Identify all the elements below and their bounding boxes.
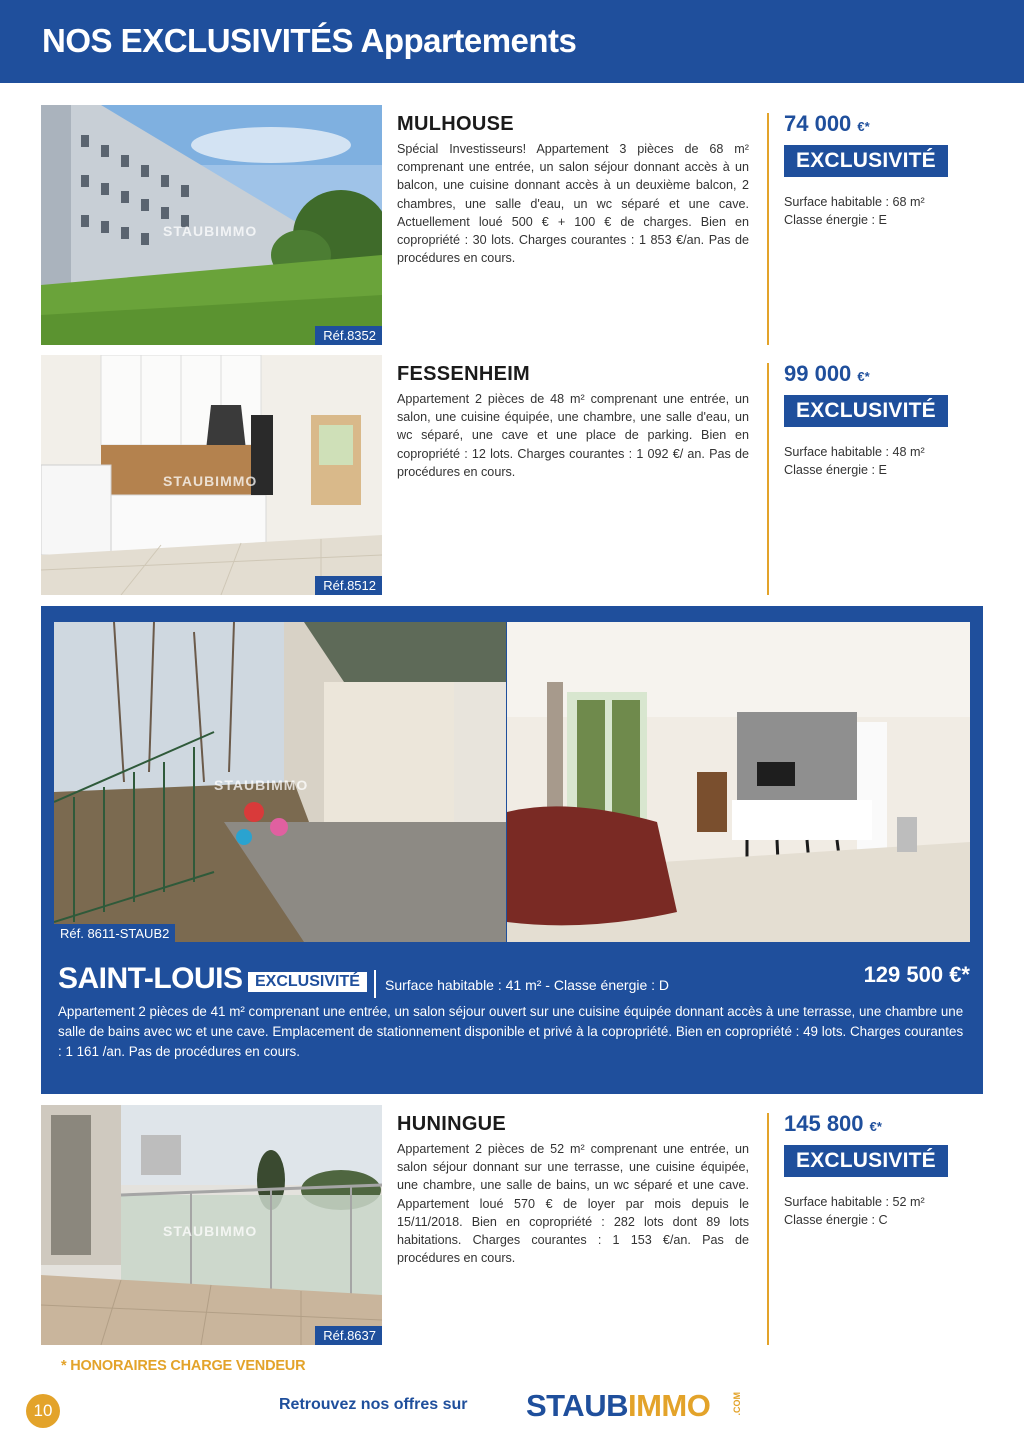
listing-city: HUNINGUE: [397, 1113, 507, 1135]
listing-details: [397, 1113, 749, 1267]
listing-city: MULHOUSE: [397, 113, 514, 135]
exclusivity-badge: EXCLUSIVITÉ: [784, 395, 948, 427]
reference-label: Réf. 8611-STAUB2: [54, 924, 175, 943]
price-block: [784, 111, 974, 229]
listing-price: 99 000 €*: [784, 361, 870, 386]
featured-facts: Surface habitable : 41 m² - Classe énergie : D: [385, 977, 670, 993]
reference-label: Réf.8352: [315, 326, 382, 345]
staubimmo-logo[interactable]: [526, 1388, 742, 1428]
listing-fessenheim[interactable]: [41, 355, 983, 595]
surface-text: Surface habitable : 48 m²: [784, 445, 925, 459]
energy-class-text: Classe énergie : E: [784, 463, 887, 477]
listing-mulhouse[interactable]: [41, 105, 983, 345]
listing-price: 145 800 €*: [784, 1111, 882, 1136]
watermark: STAUBIMMO: [163, 473, 258, 489]
divider: [767, 363, 769, 595]
listing-description: Appartement 2 pièces de 48 m² comprenant une entrée, un salon, une cuisine équipée, une chambre, une salle d'eau, un wc séparé, une cave et une place de parking. Bien en copropriété : 12 lots. Charges courantes : 1 092 €/ an. Pas de procédures en cours.: [397, 392, 749, 479]
logo-text-staub: STAUB: [526, 1388, 628, 1423]
surface-text: Surface habitable : 52 m²: [784, 1195, 925, 1209]
exclusivity-badge: EXCLUSIVITÉ: [248, 972, 367, 992]
featured-listing-saint-louis[interactable]: [41, 606, 983, 1094]
listing-photo[interactable]: [41, 105, 382, 345]
find-us-text: Retrouvez nos offres sur: [279, 1396, 468, 1413]
logo-text-com: .COM: [732, 1392, 742, 1416]
listing-description: Spécial Investisseurs! Appartement 3 pièces de 68 m² comprenant une entrée, un salon séjour donnant accès à un balcon, une cuisine donnant accès à un deuxième balcon, 2 chambres, une salle d'eau, un wc séparé et une cave. Actuellement loué 500 € + 100 € de charges. Bien en copropriété : 30 lots. Charges courantes : 1 853 €/an. Pas de procédures en cours.: [397, 142, 749, 266]
listing-details: [397, 113, 749, 267]
listing-facts: [784, 443, 974, 479]
listing-huningue[interactable]: [41, 1105, 983, 1345]
featured-photo-terrace[interactable]: [54, 622, 506, 942]
listing-city: FESSENHEIM: [397, 363, 531, 385]
surface-text: Surface habitable : 68 m²: [784, 195, 925, 209]
listing-photo[interactable]: [41, 355, 382, 595]
listing-photo[interactable]: [41, 1105, 382, 1345]
divider: [767, 113, 769, 345]
watermark: STAUBIMMO: [214, 777, 309, 793]
living-room-image: [507, 622, 970, 942]
exclusivity-badge: EXCLUSIVITÉ: [784, 1145, 948, 1177]
featured-price: 129 500 €*: [863, 962, 970, 987]
price-block: [784, 1111, 974, 1229]
listing-details: [397, 363, 749, 481]
watermark: STAUBIMMO: [163, 1223, 258, 1239]
page-title: NOS EXCLUSIVITÉS Appartements: [42, 22, 577, 59]
exclusivity-badge: EXCLUSIVITÉ: [784, 145, 948, 177]
page-header: [0, 0, 1024, 83]
listing-price: 74 000 €*: [784, 111, 870, 136]
featured-title-row: [58, 960, 970, 1000]
listing-description: Appartement 2 pièces de 52 m² comprenant une entrée, un salon séjour donnant sur une terrasse, une cuisine équipée, une chambre, une salle de bains, un wc séparé et une cave. Appartement loué 570 € de loyer par mois depuis le 15/11/2018. Bien en copropriété : 282 lots dont 89 lots habitations. Charges courantes : 1 153 €/an. Pas de procédures en cours.: [397, 1142, 749, 1266]
price-block: [784, 361, 974, 479]
watermark: STAUBIMMO: [163, 223, 258, 239]
reference-label: Réf.8637: [315, 1326, 382, 1345]
listing-facts: [784, 1193, 974, 1229]
listing-facts: [784, 193, 974, 229]
reference-label: Réf.8512: [315, 576, 382, 595]
page-number: 10: [26, 1394, 60, 1428]
fees-footnote: * HONORAIRES CHARGE VENDEUR: [61, 1358, 306, 1374]
energy-class-text: Classe énergie : E: [784, 213, 887, 227]
featured-photo-living-room[interactable]: [507, 622, 970, 942]
divider: [374, 970, 376, 998]
energy-class-text: Classe énergie : C: [784, 1213, 888, 1227]
featured-description: Appartement 2 pièces de 41 m² comprenant une entrée, un salon séjour ouvert sur une cuisine équipée donnant accès à une terrasse, une chambre une salle de bains avec wc et une cave. Emplacement de stationnement disponible et privé à la copropriété. Bien en copropriété : 49 lots. Charges courantes : 1 161 /an. Pas de procédures en cours.: [58, 1004, 964, 1059]
logo-text-immo: IMMO: [627, 1388, 711, 1423]
featured-city: SAINT-LOUIS: [58, 962, 243, 995]
divider: [767, 1113, 769, 1345]
